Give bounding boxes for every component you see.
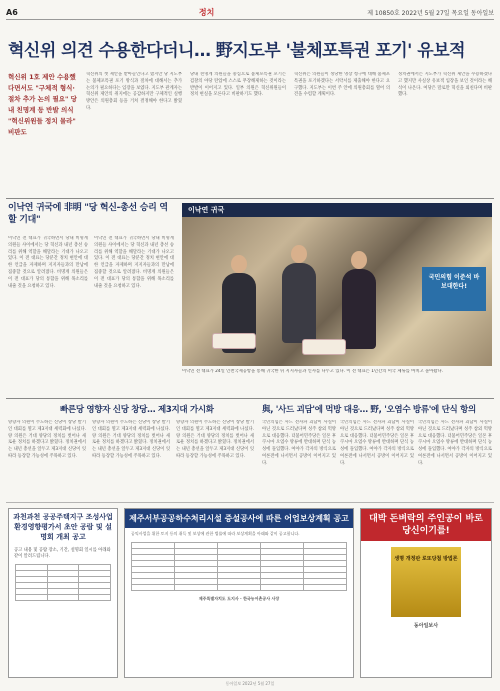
ad-notice-left bbox=[8, 508, 118, 678]
lead-column-2: 당내 친명계 의원들을 중심으로 불체포특권 포기는 검찰의 야당 탄압에 스스로 무장해제하는 것이라는 반발이 이어지고 있다. 일부 의원은 혁신위원들이 정치 현실을 모른다고 비판하기도 했다. bbox=[190, 72, 286, 98]
ad-right-title: 대박 돈벼락의 주인공이 바로 당신이기를! bbox=[361, 509, 491, 541]
story3-col-2: 국민의힘은 사드 전자파 괴담이 사실이 아닌 것으로 드러났다며 성주 참외 먹방으로 대응했다. 더불어민주당은 일본 후쿠시마 오염수 방류에 반대하며 단식 농성에 돌입했다. 여야가 각자의 방식으로 여론전에 나서면서 공방이 이어지고 있다. bbox=[340, 420, 414, 466]
story3-title: 與, '사드 괴담'에 먹방 대응… 野, '오염수 방류'에 단식 항의 bbox=[262, 405, 476, 415]
ad-right-publisher: 동아일보사 bbox=[413, 623, 439, 630]
book-cover: 생명 개정판 로또당첨 방법론 bbox=[391, 547, 461, 617]
main-headline: 혁신위 의견 수용한다더니… 野지도부 '불체포특권 포기' 유보적 bbox=[8, 41, 466, 61]
story2-col-3: 양향자 의원이 주도하는 신당이 창당 발기인 대회를 열고 제3지대 세력화에 나섰다. 양 의원은 거대 양당의 정치를 벗어나 새로운 정치를 하겠다고 밝혔다. 정치권에서는 내년 총선을 앞두고 제3지대 신당이 잇따라 등장할 가능성에 주목하고 있다. bbox=[176, 420, 254, 459]
story2-col-2: 양향자 의원이 주도하는 신당이 창당 발기인 대회를 열고 제3지대 세력화에 나섰다. 양 의원은 거대 양당의 정치를 벗어나 새로운 정치를 하겠다고 밝혔다. 정치권에서는 내년 총선을 앞두고 제3지대 신당이 잇따라 등장할 가능성에 주목하고 있다. bbox=[92, 420, 170, 459]
ad-center-table bbox=[131, 542, 347, 591]
issue-meta: 제 10850호 2022년 5월 27일 목요일 동아일보 bbox=[367, 10, 494, 17]
feature-body-2: 이낙연 전 대표가 귀국하면서 당내 비명계 의원들 사이에서는 당 혁신과 내년 총선 승리를 위해 역할을 해달라는 기대가 나오고 있다. 이 전 대표는 당분간 정치 현안에 대한 언급을 자제하며 지지자들과의 만남에 집중할 것으로 알려졌다. 비명계 의원들은 이 전 대표가 당의 통합을 위해 목소리를 내줄 것을 요청하고 있다. bbox=[94, 236, 174, 289]
protest-sign: 국민의힘 이준석 바보대한다! bbox=[422, 267, 486, 311]
ad-center-footer: 제주특별자치도 도지사 · 한국농어촌공사 사장 bbox=[198, 596, 280, 602]
story2-col-1: 양향자 의원이 주도하는 신당이 창당 발기인 대회를 열고 제3지대 세력화에 나섰다. 양 의원은 거대 양당의 정치를 벗어나 새로운 정치를 하겠다고 밝혔다. 정치권에서는 내년 총선을 앞두고 제3지대 신당이 잇따라 등장할 가능성에 주목하고 있다. bbox=[8, 420, 86, 459]
ad-book-right bbox=[360, 508, 492, 678]
story3-col-1: 국민의힘은 사드 전자파 괴담이 사실이 아닌 것으로 드러났다며 성주 참외 먹방으로 대응했다. 더불어민주당은 일본 후쿠시마 오염수 방류에 반대하며 단식 농성에 돌입했다. 여야가 각자의 방식으로 여론전에 나서면서 공방이 이어지고 있다. bbox=[262, 420, 336, 466]
ad-left-table bbox=[15, 564, 111, 601]
news-photo bbox=[182, 203, 492, 366]
lead-column-1: 혁신위의 첫 제안을 받아들인다고 했지만 당 지도부는 불체포특권 포기 방식과 절차에 대해서는 추가 논의가 필요하다는 입장을 보였다. 지도부 관계자는 혁신위 제안의 취지에는 공감하지만 구체적인 실행 방안은 의원총회 등을 거쳐 결정해야 한다고 밝혔다. bbox=[86, 72, 182, 111]
ad-left-title: 과천과천 공공주택지구 조성사업 환경영향평가서 초안 공람 및 설명회 개최 공고 bbox=[13, 513, 113, 541]
page-number: A6 bbox=[6, 8, 18, 17]
page-footer: 동아일보 2022년 5월 27일 bbox=[225, 681, 275, 686]
lead-subheadline: 혁신위 1호 제안 수용했다면서도 "구체적 형식·절차 추가 논의 필요" 당내 친명계 등 반발 의식 "혁신위원들 정치 몰라" 비판도 bbox=[8, 73, 77, 137]
feature-body-1: 이낙연 전 대표가 귀국하면서 당내 비명계 의원들 사이에서는 당 혁신과 내년 총선 승리를 위해 역할을 해달라는 기대가 나오고 있다. 이 전 대표는 당분간 정치 현안에 대한 언급을 자제하며 지지자들과의 만남에 집중할 것으로 알려졌다. 비명계 의원들은 이 전 대표가 당의 통합을 위해 목소리를 내줄 것을 요청하고 있다. bbox=[8, 236, 88, 289]
story3-col-3: 국민의힘은 사드 전자파 괴담이 사실이 아닌 것으로 드러났다며 성주 참외 먹방으로 대응했다. 더불어민주당은 일본 후쿠시마 오염수 방류에 반대하며 단식 농성에 돌입했다. 여야가 각자의 방식으로 여론전에 나서면서 공방이 이어지고 있다. bbox=[418, 420, 492, 466]
ad-left-body: 공고 내용 및 공람 장소, 기간, 설명회 일시를 아래와 같이 알려드립니다. bbox=[14, 548, 111, 560]
ad-notice-center bbox=[124, 508, 354, 678]
ad-center-body: 공익사업을 위한 토지 등의 취득 및 보상에 관한 법률에 따라 보상계획을 아래와 같이 공고합니다. bbox=[131, 531, 300, 537]
story2-title: 빠른당 영향자 신당 창당… 제3지대 가시화 bbox=[60, 405, 214, 415]
ad-center-header: 제주서부공공하수처리시설 증설공사에 따른 어업보상계획 공고 bbox=[125, 509, 353, 528]
section-label: 정치 bbox=[198, 8, 215, 17]
divider bbox=[6, 198, 494, 199]
divider bbox=[6, 398, 494, 399]
lead-column-3: 혁신위는 의원들이 정당한 영장 청구에 대해 불체포특권을 포기하겠다는 서약서를 제출해야 한다고 요구했다. 지도부는 이번 주 안에 의원총회를 열어 의견을 수렴할 계획이다. bbox=[294, 72, 390, 98]
lead-column-4: 정치권에서는 지도부가 혁신위 제안을 수용하겠다고 했지만 사실상 유보적 입장을 보인 것이라는 해석이 나온다. 여당은 말로만 혁신을 외친다며 비판했다. bbox=[398, 72, 492, 98]
photo-banner: 이낙연 귀국 bbox=[182, 203, 492, 217]
photo-caption: 이낙연 전 대표가 24일 인천국제공항을 통해 귀국한 뒤 지지자들과 인사를 나누고 있다. 이 전 대표는 1년간의 미국 체류를 마치고 돌아왔다. bbox=[182, 369, 444, 374]
page-header bbox=[6, 6, 494, 20]
feature-title: 이낙연 귀국에 非明 "당 혁신-총선 승리 역할 기대" bbox=[8, 203, 168, 225]
divider bbox=[6, 502, 494, 503]
